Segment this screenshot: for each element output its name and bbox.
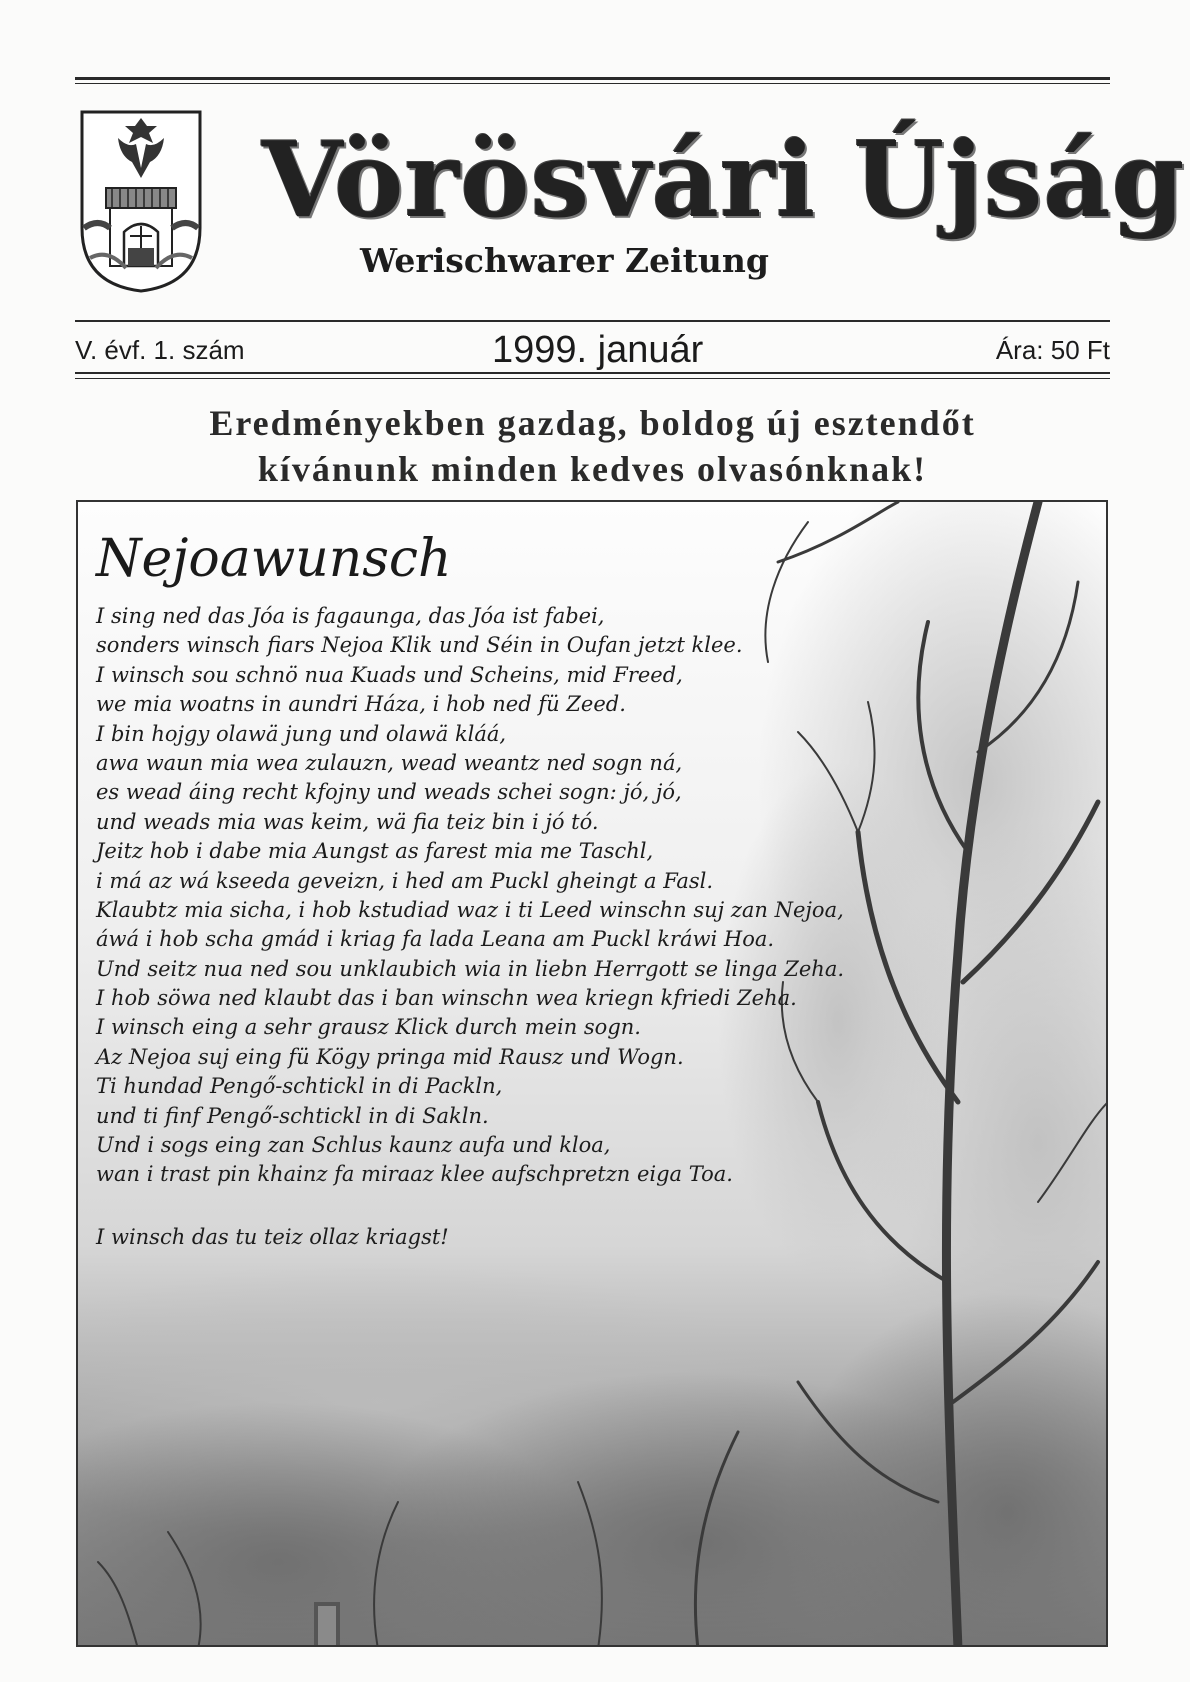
- info-top-rule: [75, 320, 1110, 322]
- poem-line: I winsch eing a sehr grausz Klick durch mein sogn.: [96, 1015, 641, 1040]
- poem-line: Klaubtz mia sicha, i hob kstudiad waz i ti Leed winschn suj zan Nejoa,: [96, 897, 844, 922]
- poem-line: I bin hojgy olawä jung und olawä kláá,: [96, 721, 507, 746]
- poem-line: und ti finf Pengő-schtickl in di Sakln.: [96, 1103, 489, 1128]
- info-bottom-rule-thin: [75, 378, 1110, 379]
- poem-line: I sing ned das Jóa is fagaunga, das Jóa ist fabei,: [96, 604, 605, 628]
- poem-line: Und i sogs eing zan Schlus kaunz aufa und kloa,: [96, 1133, 611, 1158]
- greeting-line-2: kívánunk minden kedves olvasónknak!: [257, 449, 928, 489]
- newspaper-subtitle: Werischwarer Zeitung: [360, 241, 769, 280]
- issue-date: 1999. január: [492, 329, 704, 371]
- poem-line: I winsch sou schnö nua Kuads und Scheins, mid Freed,: [96, 662, 683, 687]
- poem-closing-line: I winsch das tu teiz ollaz kriagst!: [96, 1224, 449, 1249]
- poem-line: Und seitz nua ned sou unklaubich wia in liebn Herrgott se linga Zeha.: [96, 956, 845, 981]
- poem-line: Ti hundad Pengő-schtickl in di Packln,: [96, 1074, 503, 1099]
- poem-line: es wead áing recht kfojny und weads schei sogn: jó, jó,: [96, 780, 682, 805]
- poem-line: i má az wá kseeda geveizn, i hed am Puckl gheingt a Fasl.: [96, 868, 714, 893]
- info-bottom-rule: [75, 372, 1110, 374]
- poem-line: und weads mia was keim, wä fia teiz bin i jó tó.: [96, 809, 599, 834]
- poem-line: awa waun mia wea zulauzn, wead weantz ned sogn ná,: [96, 750, 683, 775]
- poem-line: Az Nejoa suj eing fü Kögy pringa mid Rausz und Wogn.: [96, 1044, 684, 1069]
- coat-of-arms-icon: [78, 108, 204, 294]
- poem-line: I hob söwa ned klaubt das i ban winschn wea kriegn kfriedi Zeha.: [96, 986, 797, 1011]
- poem-line: sonders winsch fiars Nejoa Klik und Séin in Oufan jetzt klee.: [96, 633, 743, 658]
- poem-line: áwá i hob scha gmád i kriag fa lada Leana am Puckl kráwi Hoa.: [96, 927, 775, 952]
- poem-title: Nejoawunsch: [96, 529, 452, 589]
- poem-line: Jeitz hob i dabe mia Aungst as farest mia me Taschl,: [96, 839, 654, 864]
- newspaper-title: Vörösvári Újság: [262, 118, 1186, 241]
- poem-body: [96, 602, 916, 1252]
- issue-price: Ára: 50 Ft: [995, 335, 1110, 365]
- masthead-top-rule: [75, 77, 1110, 80]
- poem-line: we mia woatns in aundri Háza, i hob ned fü Zeed.: [96, 692, 626, 717]
- new-year-greeting: [75, 400, 1110, 492]
- poem-line: wan i trast pin khainz fa miraaz klee aufschpretzn eiga Toa.: [96, 1162, 733, 1187]
- issue-volume: V. évf. 1. szám: [75, 335, 245, 365]
- winter-photo-panel: [76, 500, 1108, 1647]
- masthead-top-rule-thin: [75, 83, 1110, 84]
- greeting-line-1: Eredményekben gazdag, boldog új esztendőt: [209, 403, 976, 443]
